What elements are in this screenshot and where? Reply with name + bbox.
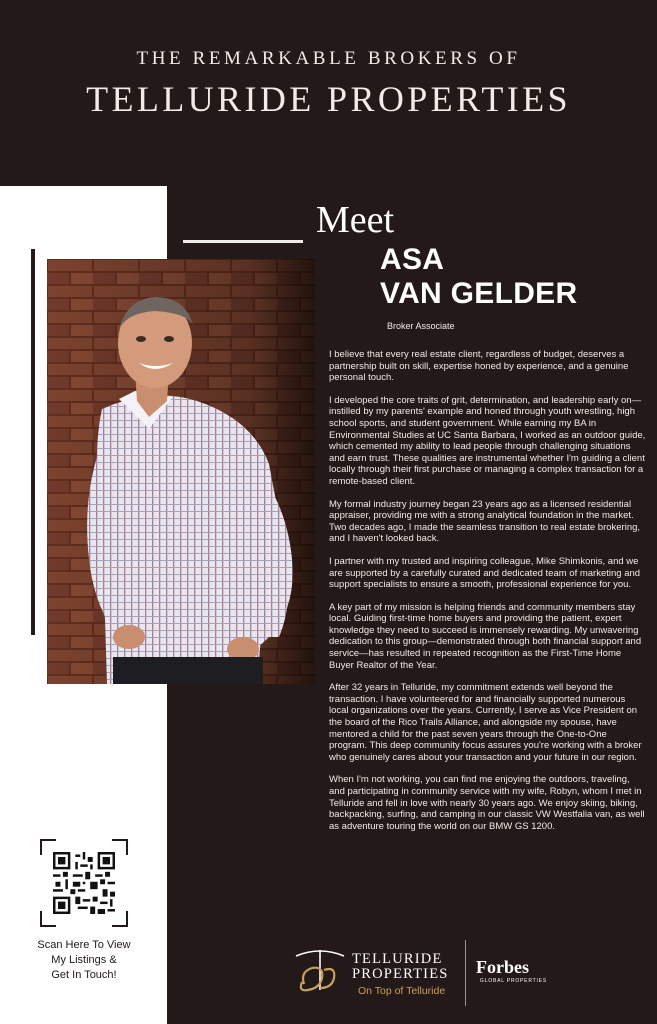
meet-heading: Meet	[316, 199, 395, 241]
broker-portrait	[47, 259, 315, 684]
header-tagline: THE REMARKABLE BROKERS OF	[136, 48, 521, 69]
bio-text	[329, 349, 647, 843]
broker-name	[380, 243, 577, 311]
forbes-wordmark: Forbes	[476, 957, 529, 977]
qr-code-frame[interactable]	[40, 839, 128, 927]
forbes-subtitle: GLOBAL PROPERTIES	[480, 978, 547, 984]
bio-paragraph: When I'm not working, you can find me enjoying the outdoors, traveling, and participating in community service with my wife, Robyn, whom I met in Telluride and fell in love with nearly 30 years ago. We enjoy skiing, biking, backpacking, surfing, and camping in our classic VW Westfalia van, as well as adventure touring the world on our BMW GS 1200.	[329, 774, 645, 832]
telluride-properties-logo-icon	[290, 944, 350, 1000]
bio-paragraph: I partner with my trusted and inspiring colleague, Mike Shimkonis, and we are supported by a carefully curated and dedicated team of marketing and support specialists to ensure a smooth, professional experience for you.	[329, 555, 641, 591]
broker-role: Broker Associate	[387, 321, 455, 331]
logo-tagline: On Top of Telluride	[358, 985, 446, 997]
logo-line: TELLURIDE	[352, 951, 443, 967]
telluride-properties-wordmark	[352, 952, 449, 982]
portrait-illustration	[47, 259, 315, 684]
horizontal-rule	[183, 240, 303, 243]
qr-caption	[20, 938, 148, 983]
logo-divider	[465, 940, 466, 1006]
header-brand: TELLURIDE PROPERTIES	[86, 79, 571, 119]
qr-caption-line: Get In Touch!	[51, 969, 117, 981]
vertical-rule	[31, 249, 35, 635]
qr-caption-line: My Listings &	[51, 954, 117, 966]
bio-paragraph: A key part of my mission is helping friends and community members stay local. Guiding first-time home buyers and providing the patient, expert knowledge they need to succeed is immensely rewarding. My unwavering dedication to this group—demonstrated through both financial support and service—has resulted in repeated recognition as the First-Time Home Buyer Realtor of the Year.	[329, 601, 642, 671]
qr-code-icon	[53, 852, 115, 914]
bio-paragraph: I believe that every real estate client, regardless of budget, deserves a partnership built on skill, expertise honed by experience, and a genuine personal touch.	[329, 349, 629, 384]
header-band	[0, 0, 657, 186]
broker-first-name: ASA	[380, 243, 445, 276]
logo-line: PROPERTIES	[352, 966, 449, 982]
qr-caption-line: Scan Here To View	[37, 939, 131, 951]
bio-paragraph: I developed the core traits of grit, determination, and leadership early on—instilled by my parents' example and honed through youth wrestling, high school sports, and student government. While earning my BA in Environmental Studies at UC Santa Barbara, I worked as an outdoor guide, which cemented my ability to lead people through challenging situations and earn trust. These qualities are instrumental whether I'm guiding a client locally through their first purchase or managing a complex transaction for a remote-based client.	[329, 394, 646, 487]
bio-paragraph: My formal industry journey began 23 years ago as a licensed residential appraiser, providing me with a strong analytical foundation in the market. Two decades ago, I made the seamless transition to real estate brokering, and I haven't looked back.	[329, 498, 641, 545]
bio-paragraph: After 32 years in Telluride, my commitment extends well beyond the transaction. I have volunteered for and financially supported numerous local organizations over the years. Currently, I serve as Vice President on the board of the Rico Trails Alliance, and alongside my spouse, have mentored a child for the past seven years through the One-to-One program. This deep community focus assures you're working with a broker who genuinely cares about your transaction and your future in our region.	[329, 682, 642, 763]
broker-last-name: VAN GELDER	[380, 277, 578, 310]
